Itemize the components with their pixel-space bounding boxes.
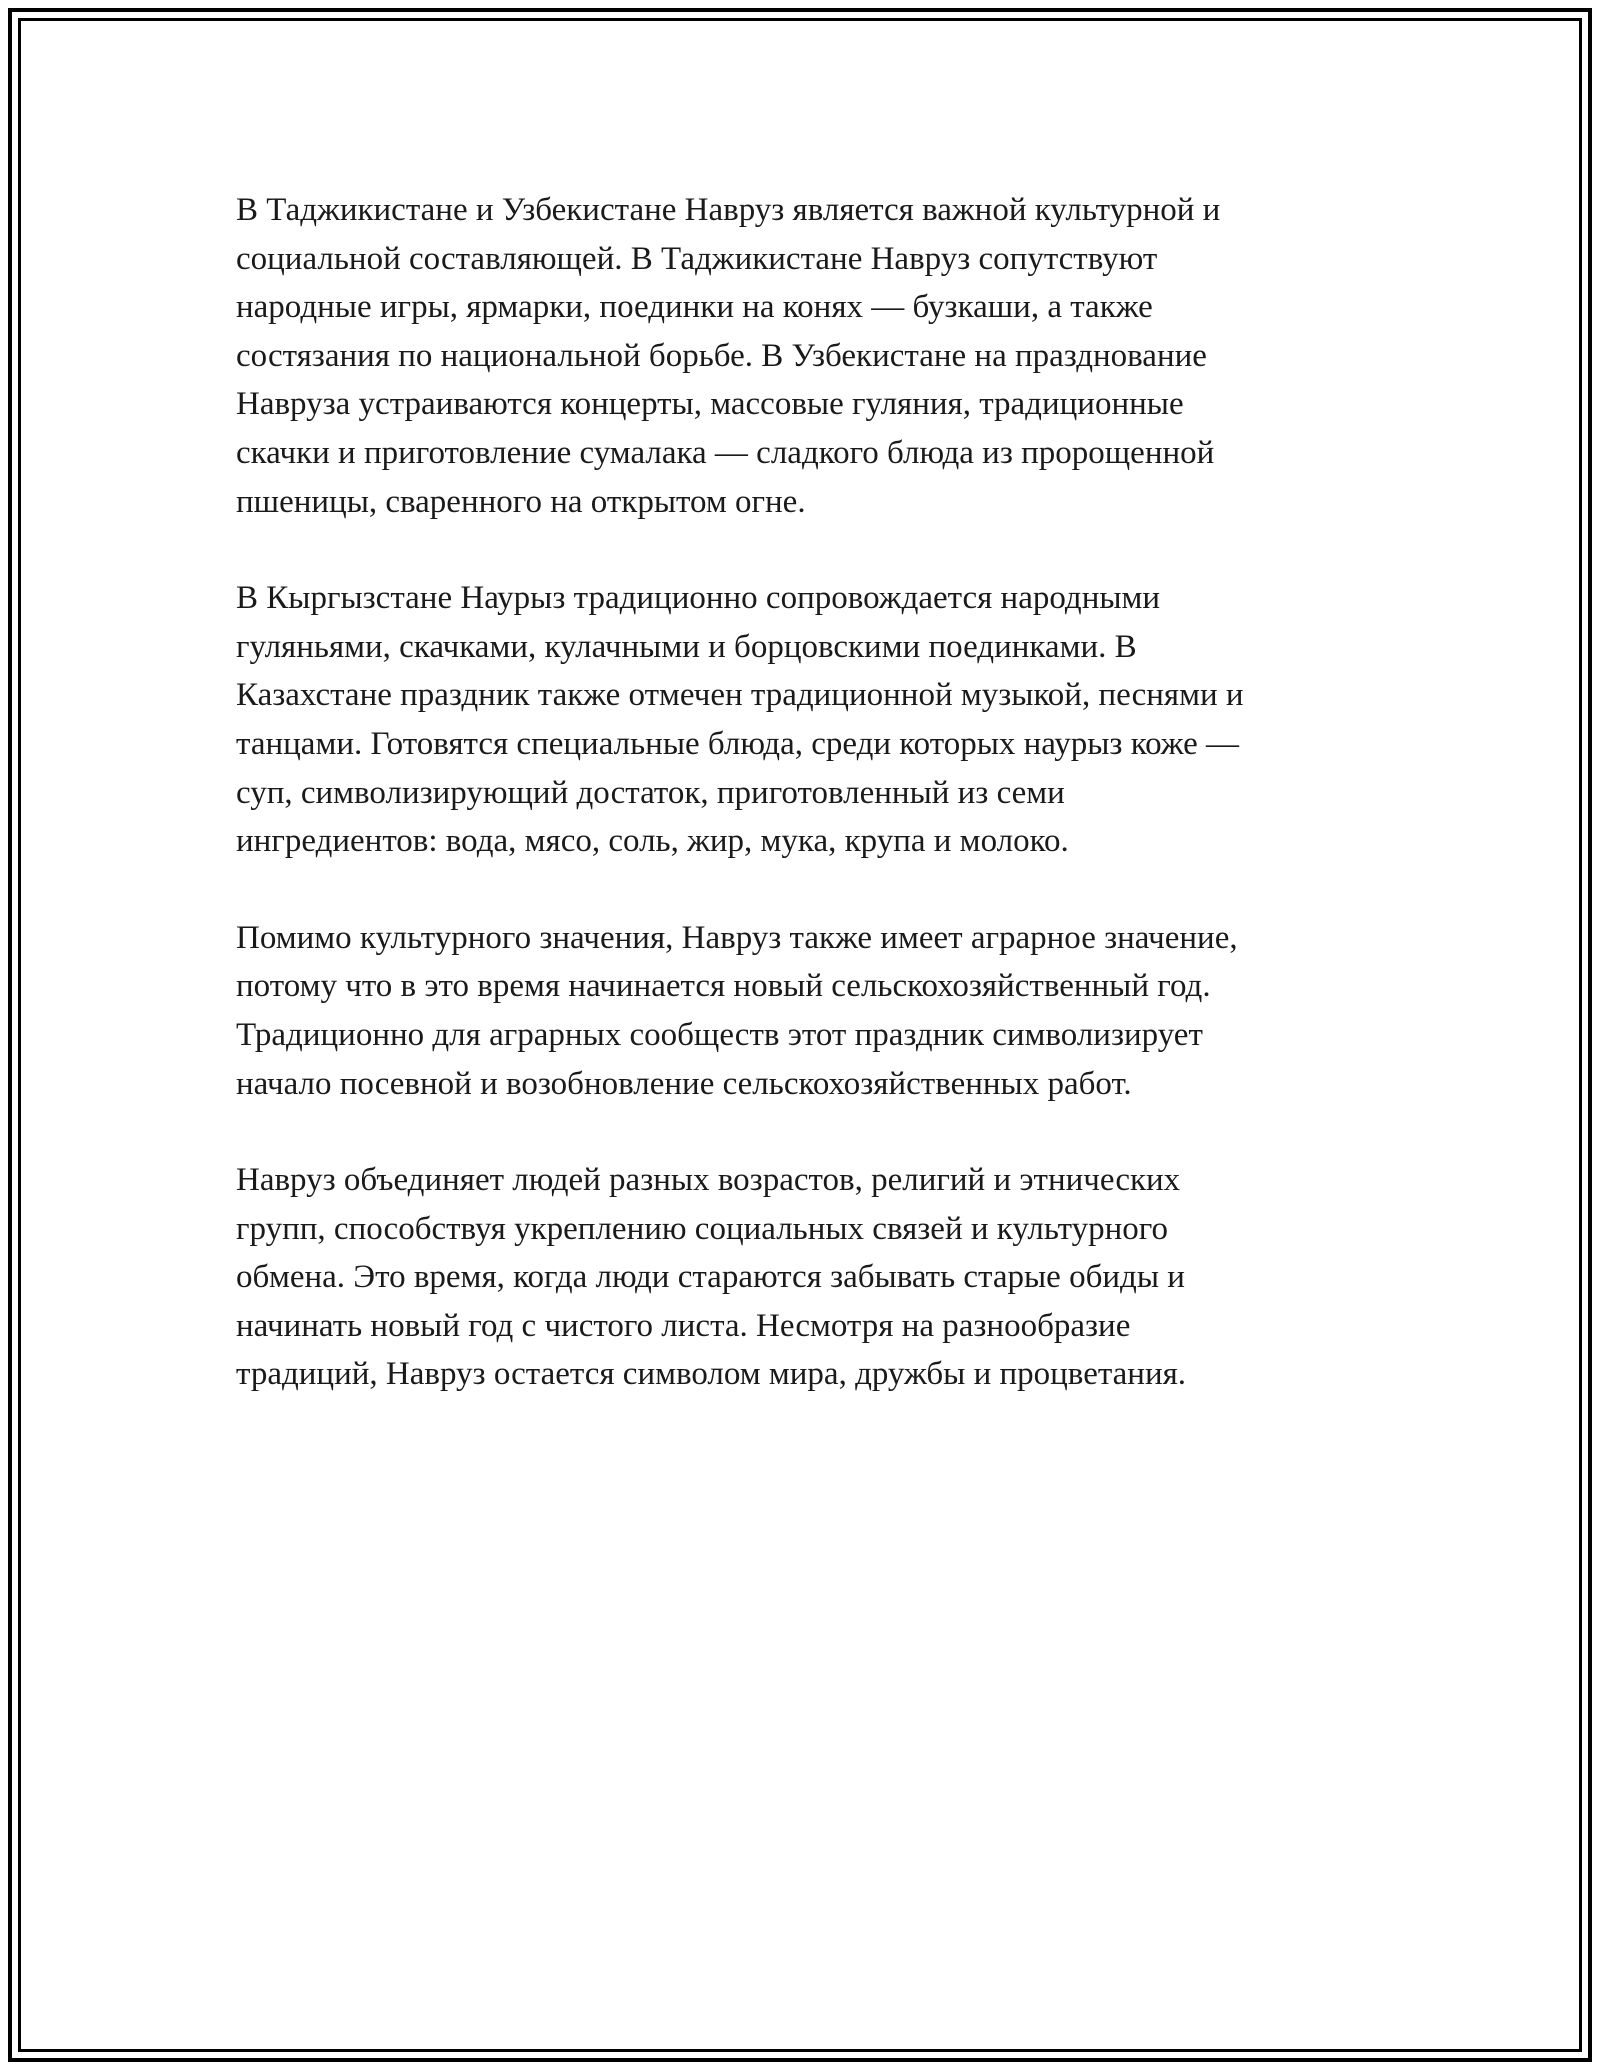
text-line: обмена. Это время, когда люди стараются забывать старые обиды и [236, 1259, 1185, 1296]
text-line: традиций, Навруз остается символом мира, дружбы и процветания. [236, 1356, 1187, 1393]
document-body [236, 186, 1376, 1447]
text-line: В Таджикистане и Узбекистане Навруз является важной культурной и [236, 192, 1221, 228]
text-line: начинать новый год с чистого листа. Несмотря на разнообразие [236, 1307, 1131, 1344]
text-line: Казахстане праздник также отмечен традиционной музыкой, песнями и [236, 677, 1244, 714]
paragraph-unity [236, 1156, 1376, 1399]
text-line: начало посевной и возобновление сельскохозяйственных работ. [236, 1065, 1132, 1102]
text-line: скачки и приготовление сумалака — сладкого блюда из пророщенной [236, 434, 1215, 471]
text-line: Традиционно для аграрных сообществ этот праздник символизирует [236, 1016, 1203, 1053]
text-line: народные игры, ярмарки, поединки на конях — бузкаши, а также [236, 289, 1153, 326]
text-line: танцами. Готовятся специальные блюда, среди которых наурыз коже — [236, 725, 1240, 762]
text-line: ингредиентов: вода, мясо, соль, жир, мука, крупа и молоко. [236, 823, 1069, 860]
text-line: социальной составляющей. В Таджикистане Навруз сопутствуют [236, 240, 1158, 277]
text-line: потому что в это время начинается новый сельскохозяйственный год. [236, 968, 1211, 1005]
text-line: групп, способствуя укреплению социальных связей и культурного [236, 1210, 1169, 1247]
text-line: состязания по национальной борьбе. В Узбекистане на празднование [236, 337, 1207, 374]
text-line: Навруз объединяет людей разных возрастов, религий и этнических [236, 1162, 1181, 1199]
paragraph-agrarian-meaning [236, 914, 1376, 1108]
text-line: Навруза устраиваются концерты, массовые гуляния, традиционные [236, 386, 1184, 423]
paragraph-tajikistan-uzbekistan [236, 186, 1376, 526]
text-line: суп, символизирующий достаток, приготовленный из семи [236, 774, 1065, 811]
text-line: Помимо культурного значения, Навруз также имеет аграрное значение, [236, 919, 1238, 956]
text-line: гуляньями, скачками, кулачными и борцовскими поединками. В [236, 628, 1137, 665]
text-line: В Кыргызстане Наурыз традиционно сопровождается народными [236, 580, 1161, 617]
text-line: пшеницы, сваренного на открытом огне. [236, 483, 806, 520]
paragraph-kyrgyzstan-kazakhstan [236, 574, 1376, 866]
